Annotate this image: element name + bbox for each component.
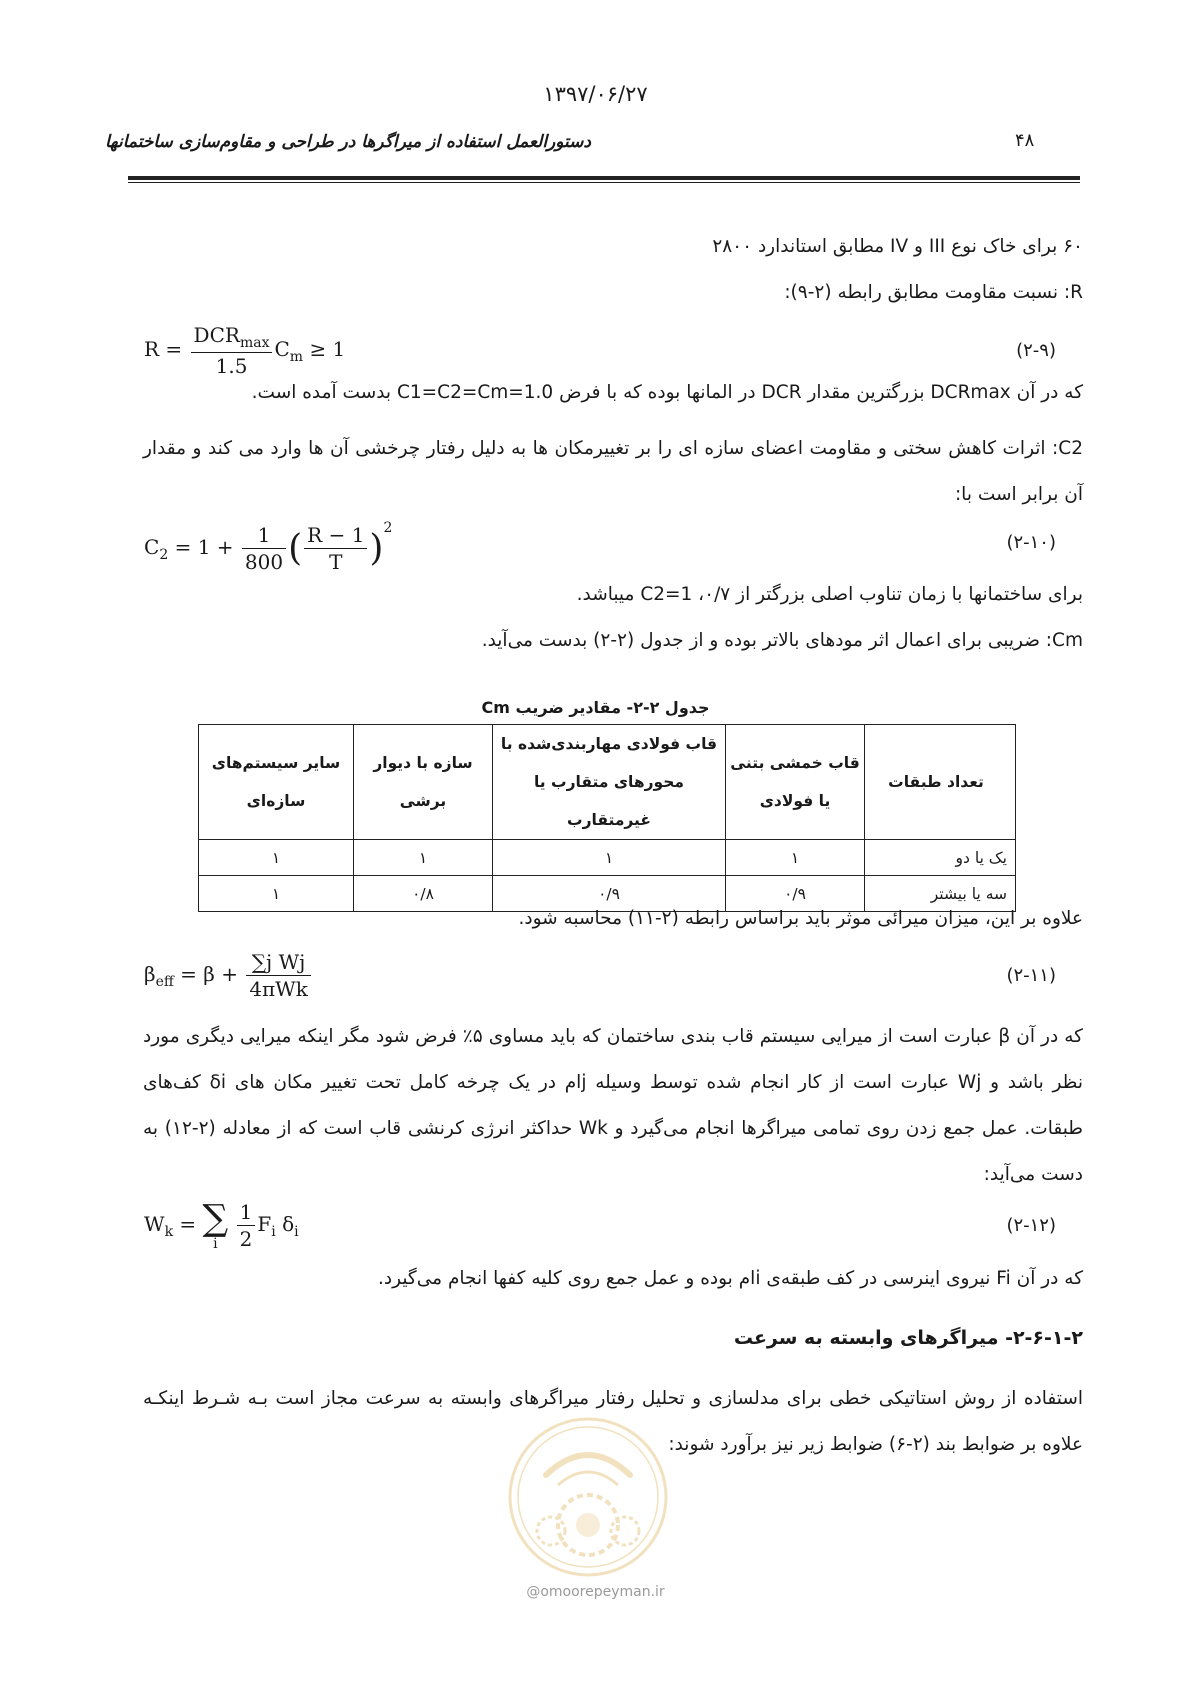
header-other-systems: سایر سیستم‌های سازه‌ای xyxy=(199,725,354,840)
eq12-lhs: W xyxy=(144,1212,165,1236)
eq12-num: 1 xyxy=(237,1200,256,1226)
header-rule-thick xyxy=(128,176,1080,180)
eq10-inner-fraction xyxy=(304,523,367,574)
equation-number-2-12: (۲-۱۲) xyxy=(1006,1215,1056,1236)
watermark-text: omoorepeyman.ir xyxy=(540,1584,665,1600)
eq9-num-sub: max xyxy=(239,335,270,351)
eq9-den: 1.5 xyxy=(215,354,248,378)
eq12-tail2: δ xyxy=(282,1212,295,1236)
eq9-rhs: ≥ 1 xyxy=(309,337,346,361)
publisher-seal-icon xyxy=(506,1415,670,1579)
eq12-mid: = xyxy=(179,1212,197,1236)
table-row xyxy=(199,840,1016,876)
eq11-num: ∑j Wj xyxy=(246,950,311,976)
eq10-power: 2 xyxy=(383,520,393,536)
equation-2-10 xyxy=(144,520,392,574)
cell-value: ۱ xyxy=(354,840,493,876)
paragraph-c2-period: برای ساختمانها با زمان تناوب اصلی بزرگتر از ۰/۷، C2=1 میباشد. xyxy=(576,584,1083,605)
eq12-den: 2 xyxy=(239,1227,253,1251)
eq10-den: 800 xyxy=(244,550,284,574)
cell-value: ۱ xyxy=(199,840,354,876)
eq10-paren-close: ) xyxy=(369,528,384,569)
header-shear-wall: سازه با دیوار برشی xyxy=(354,725,493,840)
eq10-lhs: C xyxy=(144,535,160,559)
cell-value: ۱ xyxy=(493,840,726,876)
eq9-fraction xyxy=(191,323,273,378)
watermark-url xyxy=(0,1584,1191,1600)
eq10-inner-num: R − 1 xyxy=(304,523,367,549)
header-rule-thin xyxy=(128,182,1080,183)
table-header-row xyxy=(199,725,1016,840)
cell-floors: یک یا دو xyxy=(865,840,1016,876)
cm-table xyxy=(198,724,1016,912)
paragraph-r-definition: R: نسبت مقاومت مطابق رابطه (۲-۹): xyxy=(784,282,1083,303)
eq11-lhs: β xyxy=(144,962,156,986)
header-braced-frame: قاب فولادی مهاربندی‌شده با محورهای متقارب یا غیرمتقارب xyxy=(493,725,726,840)
equation-2-9 xyxy=(144,323,345,378)
equation-2-11 xyxy=(144,950,313,1001)
eq9-tail: C xyxy=(274,337,290,361)
paragraph-soil-type: ۶۰ برای خاک نوع III و IV مطابق استاندارد ۲۸۰۰ xyxy=(712,236,1083,257)
table-caption: جدول ۲-۲- مقادیر ضریب Cm xyxy=(481,698,710,717)
cell-value: ۰/۸ xyxy=(354,876,493,912)
paragraph-dcr: که در آن DCRmax بزرگترین مقدار DCR در المانها بوده که با فرض C1=C2=Cm=1.0 بدست آمده است. xyxy=(251,382,1083,403)
paragraph-inertia-force: که در آن Fi نیروی اینرسی در کف طبقه‌ی iام بوده و عمل جمع روی کلیه کفها انجام می‌گیرد. xyxy=(378,1268,1083,1289)
eq12-tail-sub: i xyxy=(271,1224,276,1240)
eq12-tail2-sub: i xyxy=(294,1224,299,1240)
cell-value: ۱ xyxy=(199,876,354,912)
eq10-num: 1 xyxy=(242,523,286,549)
eq10-fraction xyxy=(242,523,286,574)
eq12-sum xyxy=(202,1197,229,1252)
section-heading: ۲-۶-۱-۲- میراگرهای وابسته به سرعت xyxy=(733,1327,1083,1349)
equation-number-2-9: (۲-۹) xyxy=(1016,340,1056,361)
at-icon: @ xyxy=(526,1584,541,1600)
equation-number-2-11: (۲-۱۱) xyxy=(1006,965,1056,986)
eq12-sum-index: i xyxy=(213,1235,218,1252)
document-date: ۱۳۹۷/۰۶/۲۷ xyxy=(543,82,648,106)
eq10-mid: = 1 + xyxy=(174,535,234,559)
eq11-den: 4πWk xyxy=(249,977,308,1001)
header-floors: تعداد طبقات xyxy=(865,725,1016,840)
cell-value: ۱ xyxy=(726,840,865,876)
eq9-tail-sub: m xyxy=(289,349,304,365)
eq10-paren-open: ( xyxy=(288,528,303,569)
eq10-inner-den: T xyxy=(329,550,343,574)
page-number: ۴۸ xyxy=(1015,130,1035,151)
equation-2-12 xyxy=(144,1197,299,1252)
paragraph-effective-damping: علاوه بر این، میزان میرائی موثر باید براساس رابطه (۲-۱۱) محاسبه شود. xyxy=(518,908,1083,929)
eq12-fraction xyxy=(237,1200,256,1251)
equation-number-2-10: (۲-۱۰) xyxy=(1006,532,1056,553)
header-moment-frame: قاب خمشی بتنی یا فولادی xyxy=(726,725,865,840)
paragraph-damping-definition: که در آن β عبارت است از میرایی سیستم قاب بندی ساختمان که باید مساوی ۵٪ فرض شود مگر اینکه میرایی دیگری مورد نظر باشد و Wj عبارت است از کار انجام شده توسط وسیله jام در یک چرخه کامل تحت تغییر مکان های δi کف‌های طبقات. عمل جمع زدن روی تمامی میراگرها انجام می‌گیرد و Wk حداکثر انرژی کرنشی قاب است که از معادله (۲-۱۲) به دست می‌آید: xyxy=(143,1026,1083,1185)
eq9-num: DCR xyxy=(193,323,240,347)
cell-value: ۰/۹ xyxy=(493,876,726,912)
eq11-fraction xyxy=(246,950,311,1001)
eq12-tail: F xyxy=(257,1212,272,1236)
eq11-mid: = β + xyxy=(180,962,238,986)
running-title: دستورالعمل استفاده از میراگرها در طراحی و مقاوم‌سازی ساختمانها xyxy=(104,132,591,152)
eq9-lhs: R = xyxy=(144,337,183,361)
cell-value: ۰/۹ xyxy=(726,876,865,912)
paragraph-c2-definition: C2: اثرات کاهش سختی و مقاومت اعضای سازه ای را بر تغییرمکان ها به دلیل رفتار چرخشی آن ها وارد می کند و مقدار آن برابر است با: xyxy=(143,438,1083,505)
eq10-lhs-sub: 2 xyxy=(159,547,169,563)
paragraph-cm-definition: Cm: ضریبی برای اعمال اثر مودهای بالاتر بوده و از جدول (۲-۲) بدست می‌آید. xyxy=(481,630,1083,651)
eq12-sum-symbol: ∑ xyxy=(202,1197,229,1239)
cell-floors: سه یا بیشتر xyxy=(865,876,1016,912)
eq11-lhs-sub: eff xyxy=(155,974,174,990)
paragraph-velocity-dampers: استفاده از روش استاتیکی خطی برای مدلسازی و تحلیل رفتار میراگرهای وابسته به سرعت مجاز است بـه شـرط اینکـه علاوه بر ضوابط بند (۲-۶) ضوابط زیر نیز برآورد شوند: xyxy=(143,1388,1083,1455)
eq12-lhs-sub: k xyxy=(164,1224,174,1240)
